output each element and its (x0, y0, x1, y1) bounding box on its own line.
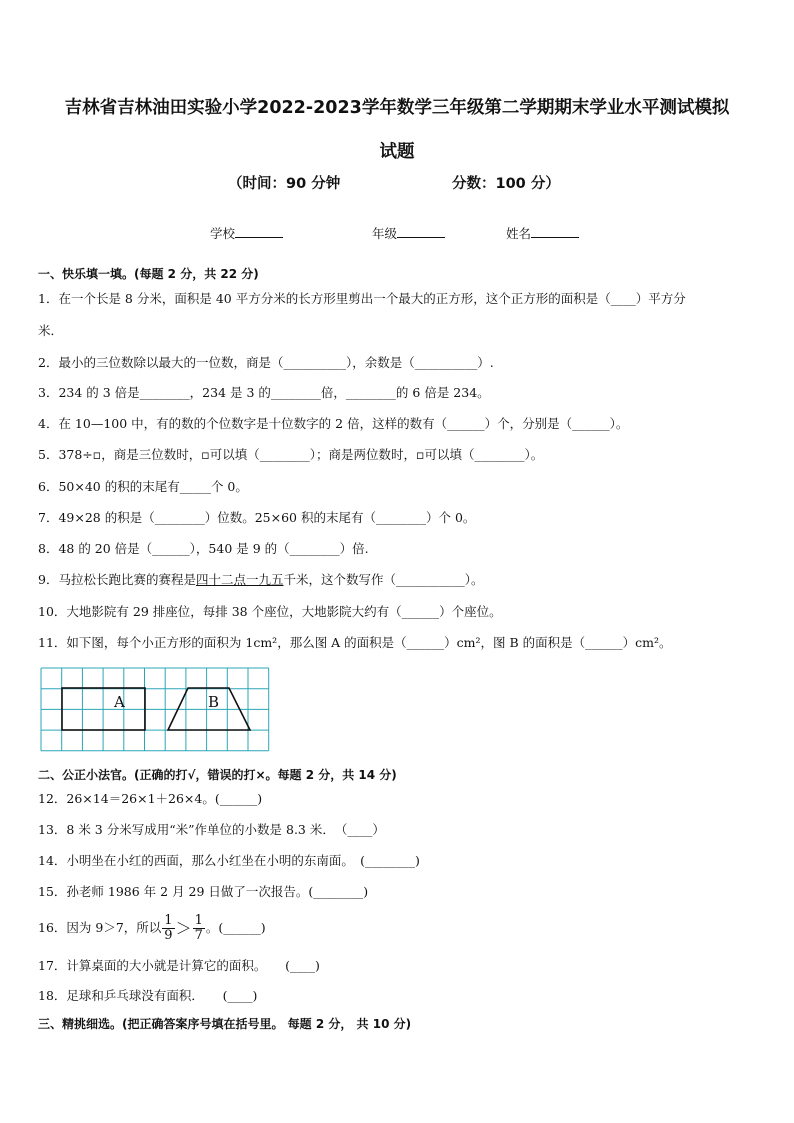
question-17: 17．计算桌面的大小就是计算它的面积。 (____) (38, 958, 320, 973)
question-9 (38, 564, 756, 595)
school-blank[interactable] (235, 225, 283, 238)
question-6: 6．50×40 的积的末尾有_____个 0。 (38, 479, 248, 494)
question-7: 7．49×28 的积是（________）位数。25×60 积的末尾有（________）个 0。 (38, 510, 476, 525)
school-field[interactable] (210, 224, 283, 242)
section-3-heading: 三、精挑细选。(把正确答案序号填在括号里。 每题 2 分， 共 10 分) (38, 1017, 412, 1031)
question-9-prefix: 9．马拉松长跑比赛的赛程是 (38, 572, 196, 587)
school-label: 学校 (210, 226, 236, 241)
question-9-underlined: 四十二点一九五 (195, 572, 284, 587)
question-4: 4．在 10—100 中，有的数的个位数字是十位数字的 2 倍，这样的数有（______）个，分别是（______）。 (38, 416, 629, 431)
question-10: 10．大地影院有 29 排座位，每排 38 个座位，大地影院大约有（______）个座位。 (38, 604, 502, 619)
title-line-2: 试题 (379, 142, 415, 162)
section-1-heading: 一、快乐填一填。(每题 2 分，共 22 分) (38, 267, 259, 281)
question-1-line-2: 米． (38, 323, 64, 338)
question-16 (38, 912, 756, 944)
grade-blank[interactable] (397, 225, 445, 238)
section-2-heading: 二、公正小法官。(正确的打√，错误的打×。每题 2 分，共 14 分) (38, 768, 397, 782)
question-16-prefix: 16．因为 9＞7，所以 (38, 920, 162, 935)
name-field[interactable] (506, 224, 579, 242)
question-1-line-1: 1．在一个长是 8 分米，面积是 40 平方分米的长方形里剪出一个最大的正方形，这个正方形的面积是（____）平方分 (38, 291, 686, 306)
question-16-suffix: 。(______) (205, 920, 266, 935)
grade-label: 年级 (372, 226, 398, 241)
grade-field[interactable] (372, 224, 445, 242)
question-5: 5．378÷▫，商是三位数时，▫可以填（________）；商是两位数时，▫可以填（________）。 (38, 447, 544, 462)
area-grid-figure (40, 667, 272, 757)
shape-b-label: B (208, 693, 220, 711)
question-13: 13．8 米 3 分米写成用“米”作单位的小数是 8.3 米． （____） (38, 822, 385, 837)
shape-a-label: A (114, 693, 125, 711)
question-11: 11．如下图，每个小正方形的面积为 1cm²，那么图 A 的面积是（______）cm²，图 B 的面积是（______）cm²。 (38, 635, 672, 650)
name-label: 姓名 (506, 226, 532, 241)
question-18: 18．足球和乒乓球没有面积． (____) (38, 988, 258, 1003)
question-14: 14．小明坐在小红的西面，那么小红坐在小明的东南面。 (________) (38, 853, 420, 868)
question-3: 3．234 的 3 倍是________，234 是 3 的________倍，________的 6 倍是 234。 (38, 385, 490, 400)
fraction-one-ninth: $\frac{1}{9}$ (164, 913, 173, 943)
exam-time: （时间：90 分钟 (228, 176, 341, 192)
exam-score: 分数：100 分） (452, 176, 560, 192)
question-8: 8．48 的 20 倍是（______），540 是 9 的（________）倍. (38, 541, 369, 556)
title-line-1: 吉林省吉林油田实验小学2022-2023学年数学三年级第二学期期末学业水平测试模拟 (64, 98, 730, 118)
question-15: 15．孙老师 1986 年 2 月 29 日做了一次报告。(________) (38, 884, 369, 899)
name-blank[interactable] (531, 225, 579, 238)
page-title (30, 86, 764, 174)
grid-lines (41, 668, 269, 751)
greater-than-sign: ＞ (175, 919, 192, 938)
question-12: 12．26×14＝26×1＋26×4。(______) (38, 791, 263, 806)
grid-svg (40, 667, 272, 753)
fraction-one-seventh: $\frac{1}{7}$ (194, 913, 203, 943)
question-2: 2．最小的三位数除以最大的一位数，商是（__________），余数是（__________）. (38, 355, 494, 370)
question-9-suffix: 千米，这个数写作（___________）。 (283, 572, 484, 587)
